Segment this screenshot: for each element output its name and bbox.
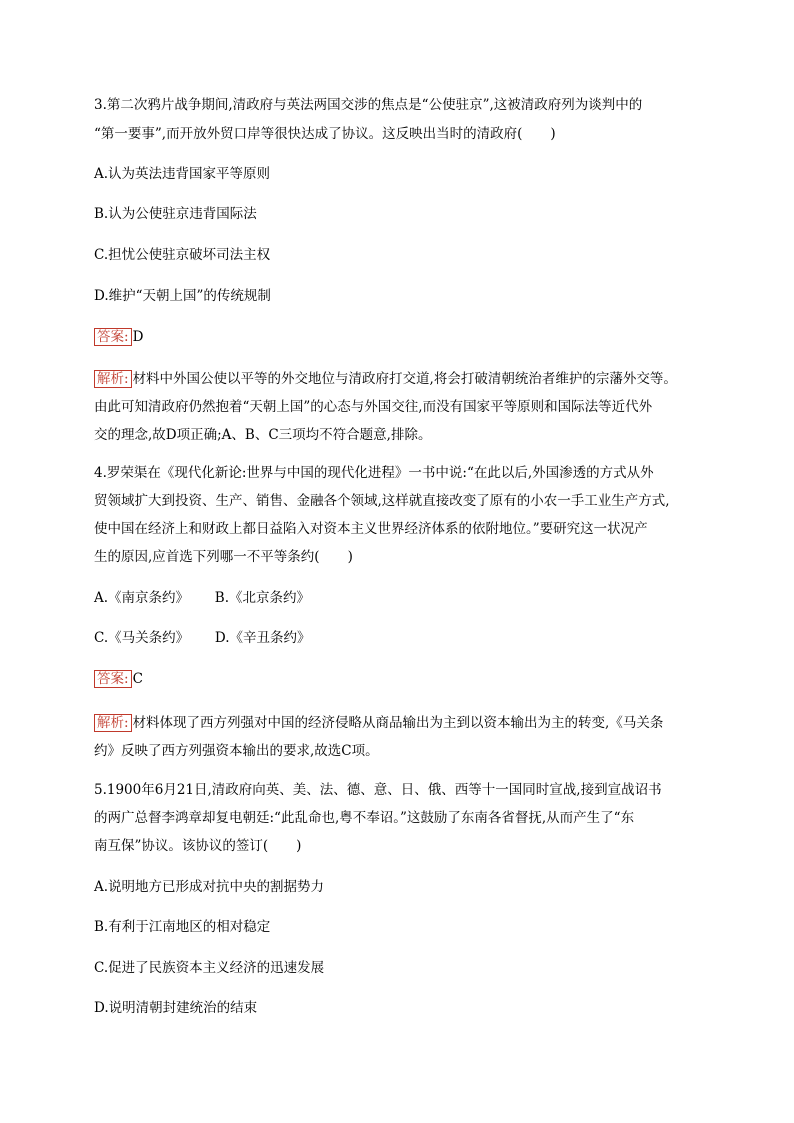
q4-stem-line-1: 4.罗荣渠在《现代化新论:世界与中国的现代化进程》一书中说:“在此以后,外国渗透的方式从外 <box>94 465 654 481</box>
q5-option-b: B.有利于江南地区的相对稳定 <box>94 919 271 935</box>
q5-stem-close: ) <box>296 838 302 854</box>
q4-stem-text: 生的原因,应首选下列哪一不平等条约( <box>94 549 320 565</box>
answer-label: 答案: <box>94 670 132 688</box>
q3-stem-text: “第一要事”,而开放外贸口岸等很快达成了协议。这反映出当时的清政府( <box>94 126 523 142</box>
q5-stem-line-3 <box>94 836 301 856</box>
q5-stem-line-1: 5.1900年6月21日,清政府向英、美、法、德、意、日、俄、西等十一国同时宣战,接到宣战诏书 <box>94 782 662 798</box>
q3-stem-line-2 <box>94 124 556 144</box>
q4-stem-line-2: 贸领域扩大到投资、生产、销售、金融各个领域,这样就直接改变了原有的小农一手工业生产方式, <box>94 493 670 509</box>
q3-analysis-line-3: 交的理念,故D项正确;A、B、C三项均不符合题意,排除。 <box>94 427 432 443</box>
answer-value: C <box>132 671 143 687</box>
q5-stem-text: 南互保”协议。该协议的签订( <box>94 838 269 854</box>
q4-stem-line-3: 使中国在经济上和财政上都日益陷入对资本主义世界经济体系的依附地位。”要研究这一状况产 <box>94 521 648 537</box>
q4-answer <box>94 669 143 689</box>
q4-options-row-2: C.《马关条约》 D.《辛丑条约》 <box>94 630 311 646</box>
q3-analysis-line-1 <box>94 369 677 389</box>
answer-label: 答案: <box>94 328 132 346</box>
q3-answer <box>94 327 143 347</box>
q3-option-b: B.认为公使驻京违背国际法 <box>94 206 257 222</box>
q4-analysis-line-1 <box>94 713 663 733</box>
q3-analysis-line-2: 由此可知清政府仍然抱着“天朝上国”的心态与外国交往,而没有国家平等原则和国际法等近代外 <box>94 399 653 415</box>
q4-options-row-1: A.《南京条约》 B.《北京条约》 <box>94 590 310 606</box>
q5-option-d: D.说明清朝封建统治的结束 <box>94 1000 258 1016</box>
q5-stem-line-2: 的两广总督李鸿章却复电朝廷:“此乱命也,粤不奉诏。”这鼓励了东南各省督抚,从而产生了“东 <box>94 810 635 826</box>
q3-option-c: C.担忧公使驻京破坏司法主权 <box>94 247 271 263</box>
analysis-label: 解析: <box>94 370 132 388</box>
q4-stem-close: ) <box>347 549 353 565</box>
q5-option-c: C.促进了民族资本主义经济的迅速发展 <box>94 960 325 976</box>
q4-analysis-line-2: 约》反映了西方列强资本输出的要求,故选C项。 <box>94 743 379 759</box>
analysis-label: 解析: <box>94 714 132 732</box>
analysis-text: 材料中外国公使以平等的外交地位与清政府打交道,将会打破清朝统治者维护的宗藩外交等。 <box>132 371 677 387</box>
q3-option-d: D.维护“天朝上国”的传统规制 <box>94 288 271 304</box>
q3-stem-line-1: 3.第二次鸦片战争期间,清政府与英法两国交涉的焦点是“公使驻京”,这被清政府列为谈判中的 <box>94 97 643 113</box>
q5-option-a: A.说明地方已形成对抗中央的割据势力 <box>94 879 325 895</box>
answer-value: D <box>132 329 144 345</box>
q3-option-a: A.认为英法违背国家平等原则 <box>94 166 271 182</box>
analysis-text: 材料体现了西方列强对中国的经济侵略从商品输出为主到以资本输出为主的转变,《马关条 <box>132 715 664 731</box>
q3-stem-close: ) <box>550 126 556 142</box>
q4-stem-line-4 <box>94 547 353 567</box>
